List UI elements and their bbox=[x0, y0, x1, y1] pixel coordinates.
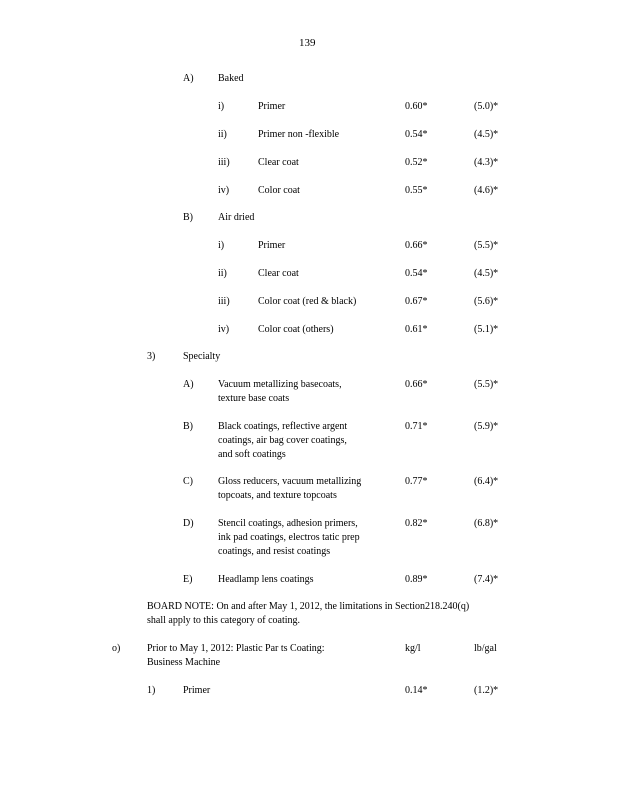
item-desc-line-3: and soft coatings bbox=[218, 449, 286, 460]
board-note-line-2: shall apply to this category of coating. bbox=[147, 615, 301, 626]
page-number: 139 bbox=[299, 37, 316, 49]
item-number: ii) bbox=[218, 268, 227, 279]
item-number: iv) bbox=[218, 324, 230, 335]
item-name: Color coat (others) bbox=[258, 324, 334, 335]
item-name: Primer non -flexible bbox=[258, 129, 340, 140]
item-number: i) bbox=[218, 101, 225, 112]
item-desc-line-2: coatings, air bag cover coatings, bbox=[218, 435, 347, 446]
item-lb-value: (6.8)* bbox=[474, 518, 499, 529]
item-kg-value: 0.89* bbox=[405, 574, 428, 585]
item-desc-line-1: Stencil coatings, adhesion primers, bbox=[218, 518, 358, 529]
section-title-specialty: Specialty bbox=[183, 351, 221, 362]
section-label-o: o) bbox=[112, 643, 121, 654]
item-kg-value: 0.71* bbox=[405, 421, 428, 432]
item-lb-value: (5.1)* bbox=[474, 324, 499, 335]
unit-header-kg: kg/l bbox=[405, 643, 421, 654]
item-kg-value: 0.54* bbox=[405, 129, 428, 140]
item-name: Primer bbox=[258, 101, 286, 112]
item-desc-line-1: Black coatings, reflective argent bbox=[218, 421, 348, 432]
item-desc-line-1: Headlamp lens coatings bbox=[218, 574, 314, 585]
section-label-air-dried: B) bbox=[183, 212, 193, 223]
item-letter: D) bbox=[183, 518, 194, 529]
section-label-specialty: 3) bbox=[147, 351, 156, 362]
section-o-title-line-1: Prior to May 1, 2012: Plastic Par ts Coating: bbox=[147, 643, 325, 654]
item-number: iii) bbox=[218, 157, 230, 168]
item-kg-value: 0.82* bbox=[405, 518, 428, 529]
section-label-baked: A) bbox=[183, 73, 194, 84]
item-desc-line-2: topcoats, and texture topcoats bbox=[218, 490, 337, 501]
item-kg-value: 0.66* bbox=[405, 240, 428, 251]
item-lb-value: (5.9)* bbox=[474, 421, 499, 432]
item-kg-value: 0.52* bbox=[405, 157, 428, 168]
section-title-air-dried: Air dried bbox=[218, 212, 255, 223]
item-lb-value: (5.6)* bbox=[474, 296, 499, 307]
item-number: 1) bbox=[147, 685, 156, 696]
item-name: Clear coat bbox=[258, 268, 299, 279]
item-kg-value: 0.60* bbox=[405, 101, 428, 112]
item-name: Color coat (red & black) bbox=[258, 296, 357, 307]
item-name: Clear coat bbox=[258, 157, 299, 168]
item-letter: E) bbox=[183, 574, 193, 585]
item-kg-value: 0.77* bbox=[405, 476, 428, 487]
item-letter: A) bbox=[183, 379, 194, 390]
item-lb-value: (7.4)* bbox=[474, 574, 499, 585]
item-lb-value: (5.0)* bbox=[474, 101, 499, 112]
item-kg-value: 0.61* bbox=[405, 324, 428, 335]
item-kg-value: 0.67* bbox=[405, 296, 428, 307]
item-lb-value: (4.5)* bbox=[474, 129, 499, 140]
section-title-baked: Baked bbox=[218, 73, 244, 84]
item-lb-value: (5.5)* bbox=[474, 379, 499, 390]
item-number: iii) bbox=[218, 296, 230, 307]
item-letter: C) bbox=[183, 476, 193, 487]
item-letter: B) bbox=[183, 421, 193, 432]
item-lb-value: (4.3)* bbox=[474, 157, 499, 168]
item-kg-value: 0.54* bbox=[405, 268, 428, 279]
item-lb-value: (6.4)* bbox=[474, 476, 499, 487]
item-name: Color coat bbox=[258, 185, 300, 196]
board-note-line-1: BOARD NOTE: On and after May 1, 2012, the limitations in Section218.240(q) bbox=[147, 601, 470, 612]
item-desc-line-2: ink pad coatings, electros tatic prep bbox=[218, 532, 360, 543]
item-desc-line-1: Vacuum metallizing basecoats, bbox=[218, 379, 342, 390]
item-lb-value: (4.6)* bbox=[474, 185, 499, 196]
item-lb-value: (4.5)* bbox=[474, 268, 499, 279]
item-desc-line-1: Gloss reducers, vacuum metallizing bbox=[218, 476, 362, 487]
item-name: Primer bbox=[183, 685, 211, 696]
item-desc-line-2: texture base coats bbox=[218, 393, 290, 404]
item-lb-value: (5.5)* bbox=[474, 240, 499, 251]
item-number: iv) bbox=[218, 185, 230, 196]
item-name: Primer bbox=[258, 240, 286, 251]
item-kg-value: 0.14* bbox=[405, 685, 428, 696]
unit-header-lb: lb/gal bbox=[474, 643, 497, 654]
item-number: ii) bbox=[218, 129, 227, 140]
item-number: i) bbox=[218, 240, 225, 251]
item-desc-line-3: coatings, and resist coatings bbox=[218, 546, 331, 557]
section-o-title-line-2: Business Machine bbox=[147, 657, 221, 668]
item-kg-value: 0.66* bbox=[405, 379, 428, 390]
item-kg-value: 0.55* bbox=[405, 185, 428, 196]
item-lb-value: (1.2)* bbox=[474, 685, 499, 696]
